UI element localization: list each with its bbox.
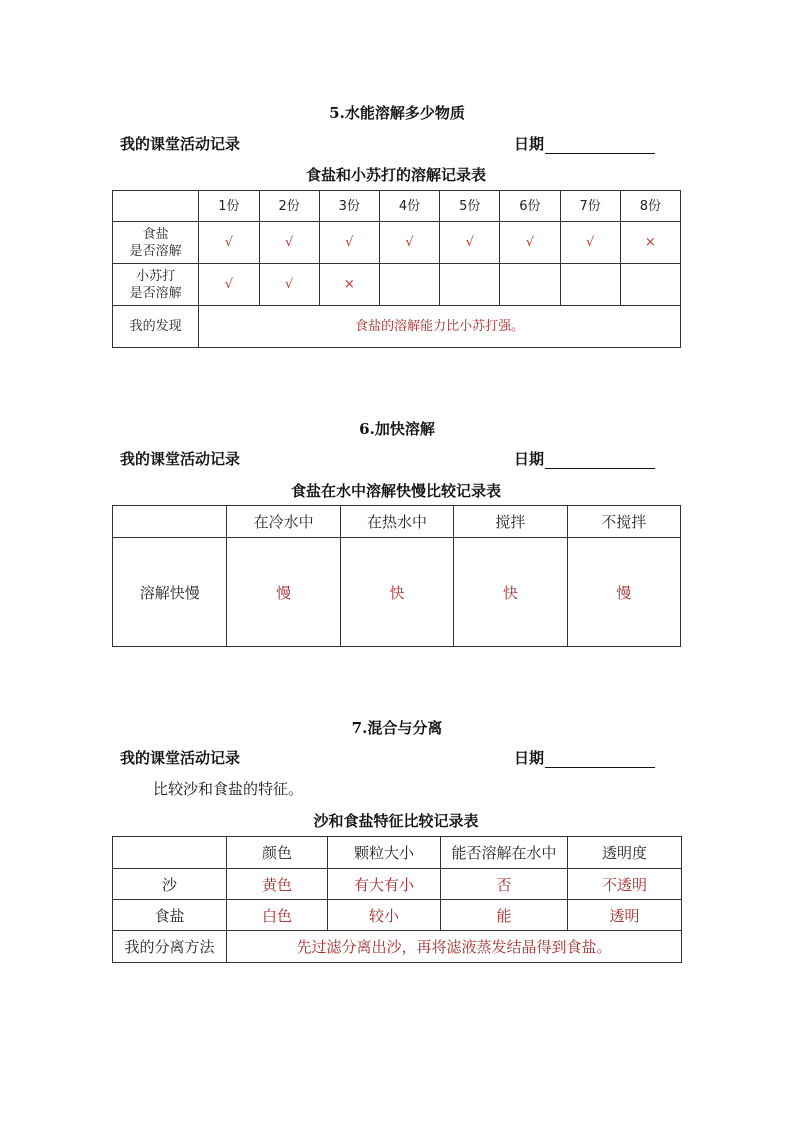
row-label: 食盐	[113, 900, 227, 931]
speed-value: 快	[454, 538, 567, 647]
empty-cell	[560, 264, 620, 306]
check-mark: √	[560, 222, 620, 264]
dissolve-record-table	[112, 190, 681, 348]
section-7-title: 7.混合与分离	[351, 719, 443, 737]
date-field	[514, 133, 655, 154]
header-cell: 3份	[319, 191, 379, 222]
header-cell: 透明度	[568, 837, 682, 869]
table-cell: 有大有小	[328, 869, 441, 900]
feature-compare-table	[112, 836, 682, 963]
date-field	[514, 448, 655, 469]
empty-cell	[379, 264, 439, 306]
check-mark: √	[259, 222, 319, 264]
date-label: 日期	[514, 450, 545, 468]
table-row-sand	[113, 869, 682, 900]
record-label: 我的课堂活动记录	[120, 749, 241, 767]
section-5-record-line	[120, 133, 660, 155]
header-cell: 颗粒大小	[328, 837, 441, 869]
header-cell: 4份	[379, 191, 439, 222]
row-label: 溶解快慢	[113, 538, 227, 647]
record-label: 我的课堂活动记录	[120, 135, 241, 153]
header-cell: 能否溶解在水中	[441, 837, 568, 869]
table-cell: 透明	[568, 900, 682, 931]
header-cell: 2份	[259, 191, 319, 222]
table-header-row	[113, 506, 681, 538]
row-label: 小苏打 是否溶解	[113, 264, 199, 306]
corner-cell	[113, 191, 199, 222]
table-cell: 能	[441, 900, 568, 931]
speed-value: 快	[340, 538, 453, 647]
empty-cell	[620, 264, 680, 306]
section-5-table-title: 食盐和小苏打的溶解记录表	[305, 166, 486, 184]
row-label: 食盐 是否溶解	[113, 222, 199, 264]
check-mark: √	[500, 222, 560, 264]
dissolve-speed-table	[112, 505, 681, 647]
header-cell: 8份	[620, 191, 680, 222]
cross-mark: ×	[620, 222, 680, 264]
date-label: 日期	[514, 135, 545, 153]
instruction-text: 比较沙和食盐的特征。	[153, 780, 304, 798]
table-row-salt	[113, 900, 682, 931]
header-cell: 颜色	[227, 837, 328, 869]
check-mark: √	[440, 222, 500, 264]
table-cell: 不透明	[568, 869, 682, 900]
section-6-record-line	[120, 448, 660, 470]
section-7-record-line	[120, 747, 660, 769]
empty-cell	[440, 264, 500, 306]
table-row-salt	[113, 222, 681, 264]
date-blank	[545, 454, 655, 469]
table-header-row	[113, 837, 682, 869]
date-blank	[545, 753, 655, 768]
table-cell: 否	[441, 869, 568, 900]
header-cell: 在热水中	[340, 506, 453, 538]
method-text: 先过滤分离出沙，再将滤液蒸发结晶得到食盐。	[227, 931, 682, 963]
check-mark: √	[199, 264, 259, 306]
cross-mark: ×	[319, 264, 379, 306]
table-cell: 黄色	[227, 869, 328, 900]
finding-label: 我的发现	[113, 306, 199, 348]
finding-text: 食盐的溶解能力比小苏打强。	[199, 306, 681, 348]
date-blank	[545, 139, 655, 154]
header-cell: 5份	[440, 191, 500, 222]
table-cell: 白色	[227, 900, 328, 931]
empty-cell	[500, 264, 560, 306]
table-header-row	[113, 191, 681, 222]
record-label: 我的课堂活动记录	[120, 450, 241, 468]
section-6-title: 6.加快溶解	[359, 420, 435, 438]
header-cell: 6份	[500, 191, 560, 222]
date-field	[514, 747, 655, 768]
corner-cell	[113, 506, 227, 538]
check-mark: √	[379, 222, 439, 264]
speed-value: 慢	[567, 538, 680, 647]
row-label: 沙	[113, 869, 227, 900]
header-cell: 搅拌	[454, 506, 567, 538]
header-cell: 1份	[199, 191, 259, 222]
table-row-speed	[113, 538, 681, 647]
section-5-title: 5.水能溶解多少物质	[329, 104, 465, 122]
section-6-table-title: 食盐在水中溶解快慢比较记录表	[290, 482, 501, 500]
check-mark: √	[319, 222, 379, 264]
table-row-finding	[113, 306, 681, 348]
header-cell: 在冷水中	[227, 506, 340, 538]
speed-value: 慢	[227, 538, 340, 647]
check-mark: √	[199, 222, 259, 264]
check-mark: √	[259, 264, 319, 306]
method-label: 我的分离方法	[113, 931, 227, 963]
header-cell: 不搅拌	[567, 506, 680, 538]
date-label: 日期	[514, 749, 545, 767]
table-row-method	[113, 931, 682, 963]
corner-cell	[113, 837, 227, 869]
section-7-table-title: 沙和食盐特征比较记录表	[313, 812, 479, 830]
table-row-soda	[113, 264, 681, 306]
table-cell: 较小	[328, 900, 441, 931]
header-cell: 7份	[560, 191, 620, 222]
